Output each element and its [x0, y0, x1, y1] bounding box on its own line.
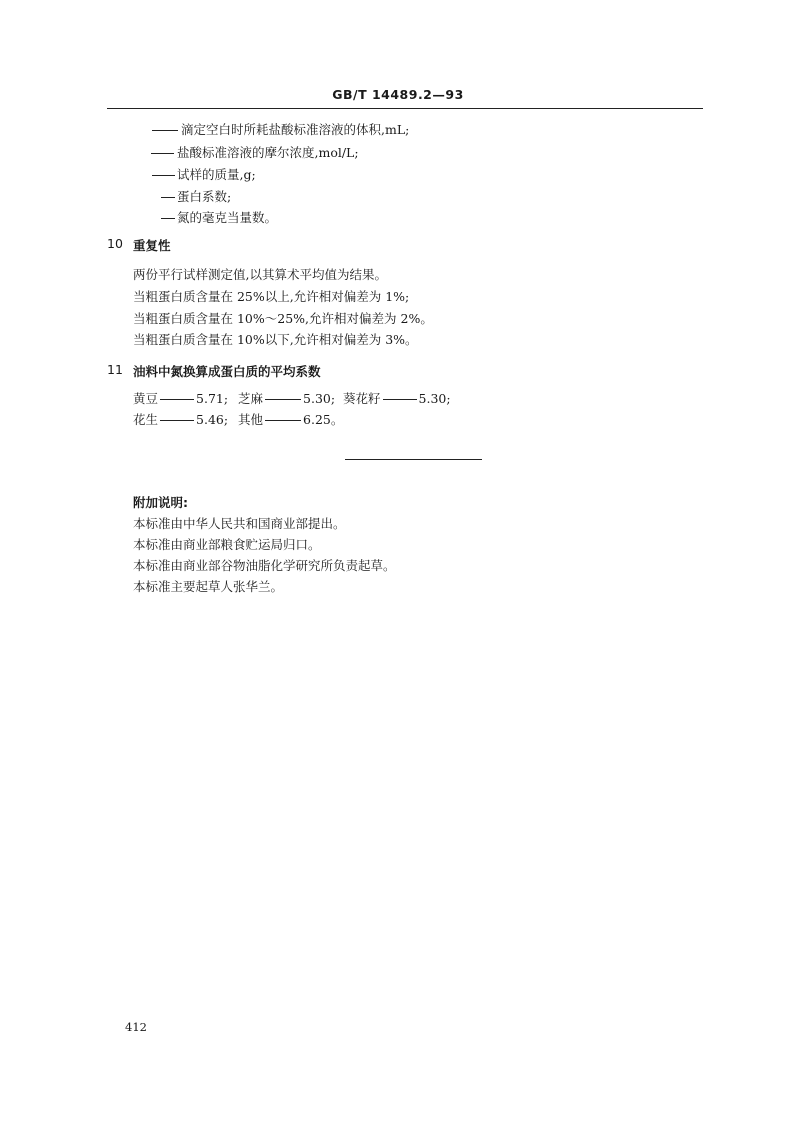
definition-dash [161, 197, 175, 198]
coefficient-item [133, 411, 228, 429]
coefficient-item [238, 411, 343, 429]
coefficient-dash [160, 420, 194, 421]
page-number: 412 [125, 1020, 147, 1034]
section-number: 10 [107, 236, 123, 251]
coefficient-value: 6.25。 [303, 412, 344, 427]
coefficient-dash [160, 399, 194, 400]
paragraph: 两份平行试样测定值,以其算术平均值为结果。 [133, 267, 387, 282]
coefficient-name: 芝麻 [238, 391, 264, 406]
coefficient-name: 葵花籽 [343, 391, 381, 406]
paragraph: 当粗蛋白质含量在 25%以上,允许相对偏差为 1%; [133, 289, 410, 304]
coefficient-item [238, 390, 335, 408]
header-rule [107, 108, 703, 109]
coefficient-value: 5.71; [196, 391, 229, 406]
coefficient-row [0, 411, 796, 429]
definition-dash [152, 175, 175, 176]
definition-dash [151, 153, 174, 154]
note-line: 本标准由商业部谷物油脂化学研究所负责起草。 [133, 558, 396, 573]
notes-title: 附加说明: [133, 495, 188, 510]
section-title: 油料中氮换算成蛋白质的平均系数 [133, 364, 321, 379]
section-title: 重复性 [133, 238, 171, 253]
coefficient-name: 其他 [238, 412, 264, 427]
note-line: 本标准由中华人民共和国商业部提出。 [133, 516, 346, 531]
coefficient-dash [265, 399, 301, 400]
definition-text: 蛋白系数; [177, 189, 232, 204]
coefficient-item [133, 390, 228, 408]
note-line: 本标准由商业部粮食贮运局归口。 [133, 537, 321, 552]
coefficient-item [343, 390, 451, 408]
section-number: 11 [107, 362, 123, 377]
coefficient-value: 5.30; [418, 391, 451, 406]
paragraph: 当粗蛋白质含量在 10%～25%,允许相对偏差为 2%。 [133, 311, 433, 326]
coefficient-row [0, 390, 796, 408]
paragraph: 当粗蛋白质含量在 10%以下,允许相对偏差为 3%。 [133, 332, 418, 347]
standard-code: GB/T 14489.2—93 [332, 87, 464, 102]
definition-text: 试样的质量,g; [177, 167, 256, 182]
coefficient-name: 黄豆 [133, 391, 159, 406]
definition-text: 盐酸标准溶液的摩尔浓度,mol/L; [177, 145, 359, 160]
coefficient-value: 5.46; [196, 412, 229, 427]
end-rule [345, 459, 482, 460]
coefficient-dash [383, 399, 417, 400]
definition-dash [152, 130, 178, 131]
definition-text: 滴定空白时所耗盐酸标准溶液的体积,mL; [181, 122, 410, 137]
definition-dash [161, 218, 175, 219]
definition-text: 氮的毫克当量数。 [177, 210, 278, 225]
coefficient-value: 5.30; [303, 391, 336, 406]
note-line: 本标准主要起草人张华兰。 [133, 579, 284, 594]
coefficient-dash [265, 420, 301, 421]
coefficient-name: 花生 [133, 412, 159, 427]
